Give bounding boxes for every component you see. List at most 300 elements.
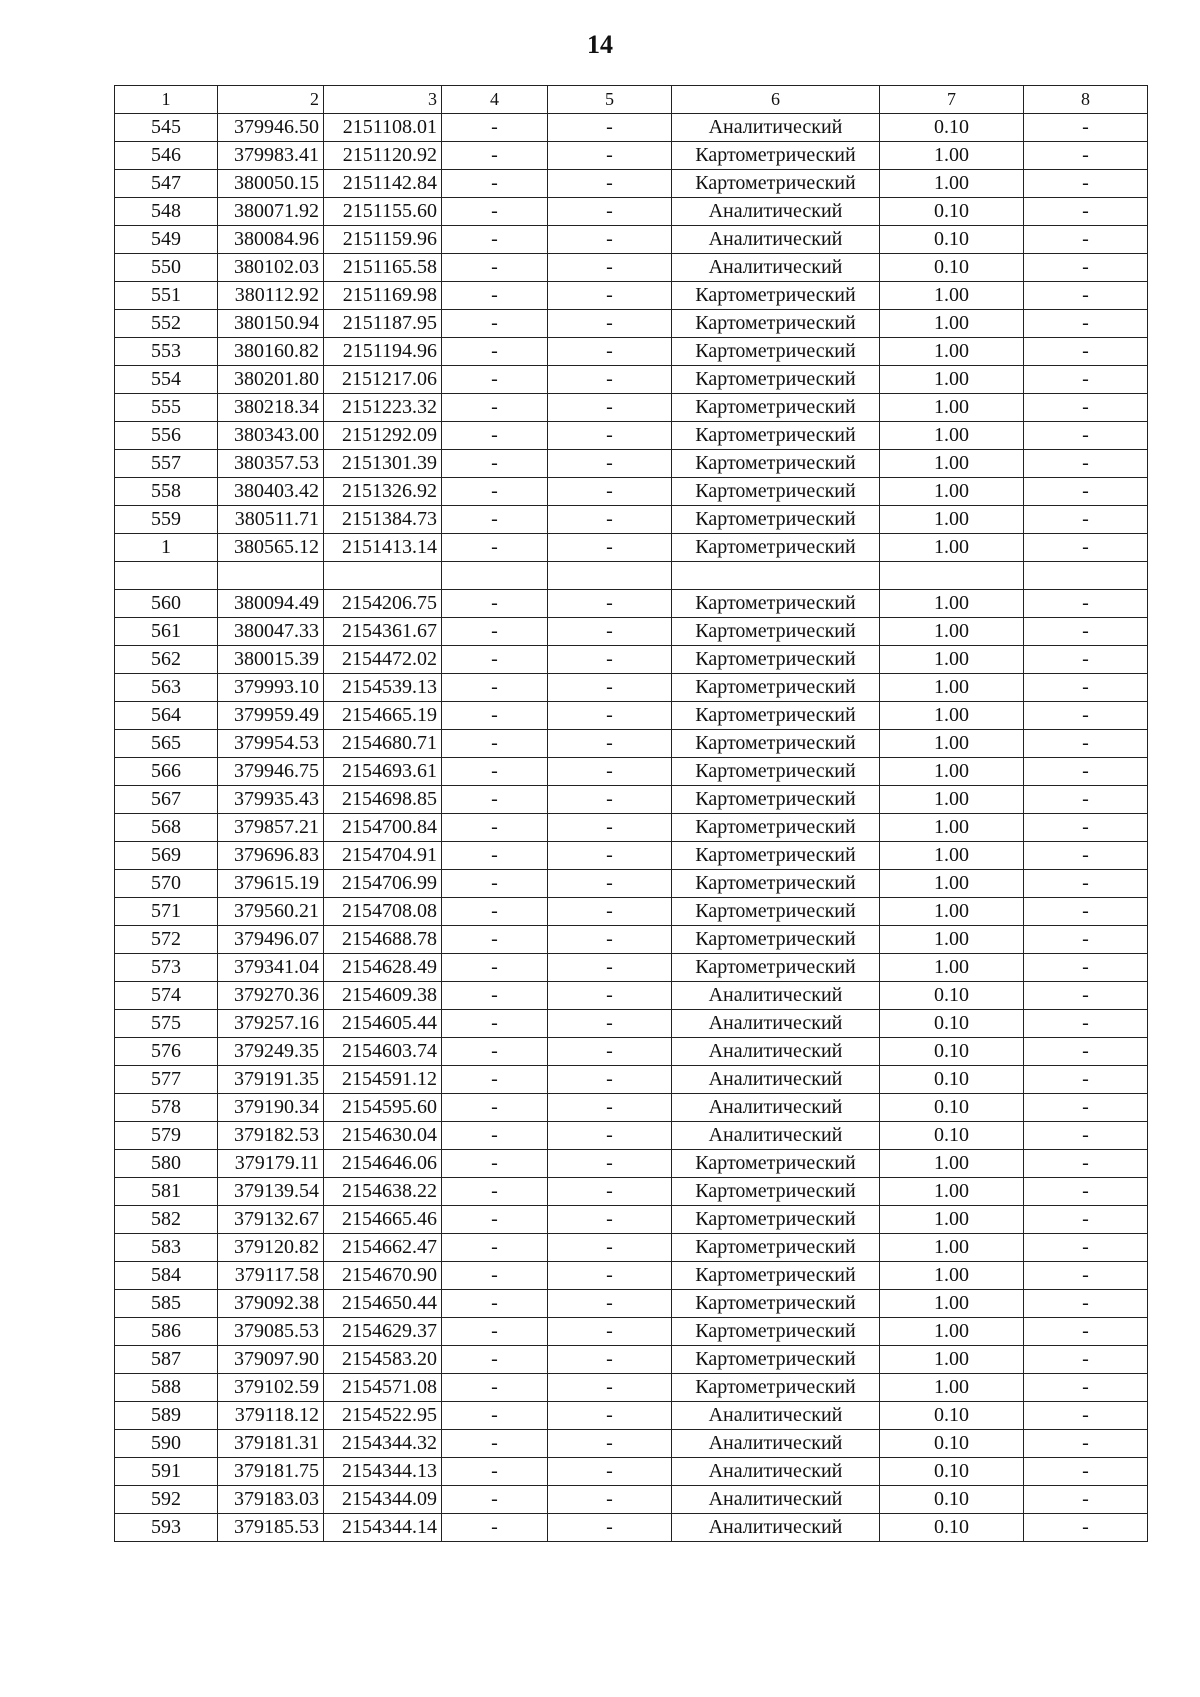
point-number-cell: 547 [115, 170, 218, 198]
accuracy-cell: 1.00 [880, 954, 1024, 982]
x-coordinate-cell: 380050.15 [218, 170, 324, 198]
method-cell: Картометрический [672, 170, 880, 198]
method-cell: Картометрический [672, 310, 880, 338]
y-coordinate-cell: 2151187.95 [324, 310, 442, 338]
col-4-cell: - [442, 366, 548, 394]
col-5-cell: - [548, 450, 672, 478]
point-number-cell: 585 [115, 1290, 218, 1318]
accuracy-cell: 0.10 [880, 1514, 1024, 1542]
point-number-cell: 553 [115, 338, 218, 366]
accuracy-cell: 1.00 [880, 702, 1024, 730]
y-coordinate-cell: 2154662.47 [324, 1234, 442, 1262]
col-5-cell: - [548, 170, 672, 198]
y-coordinate-cell: 2151413.14 [324, 534, 442, 562]
x-coordinate-cell: 379341.04 [218, 954, 324, 982]
x-coordinate-cell: 379946.75 [218, 758, 324, 786]
col-8-cell: - [1024, 1066, 1148, 1094]
method-cell: Картометрический [672, 1150, 880, 1178]
col-4-cell: - [442, 1318, 548, 1346]
method-cell: Картометрический [672, 674, 880, 702]
col-4-cell: - [442, 1402, 548, 1430]
method-cell: Картометрический [672, 478, 880, 506]
accuracy-cell: 0.10 [880, 982, 1024, 1010]
point-number-cell: 550 [115, 254, 218, 282]
col-8-cell: - [1024, 198, 1148, 226]
col-8-cell: - [1024, 1514, 1148, 1542]
y-coordinate-cell: 2154344.09 [324, 1486, 442, 1514]
x-coordinate-cell: 379993.10 [218, 674, 324, 702]
x-coordinate-cell: 380218.34 [218, 394, 324, 422]
y-coordinate-cell: 2154688.78 [324, 926, 442, 954]
col-8-cell: - [1024, 1458, 1148, 1486]
method-cell: Картометрический [672, 758, 880, 786]
col-5-cell: - [548, 1262, 672, 1290]
accuracy-cell: 1.00 [880, 142, 1024, 170]
coordinates-table [114, 85, 1148, 1542]
point-number-cell: 545 [115, 114, 218, 142]
x-coordinate-cell: 380015.39 [218, 646, 324, 674]
accuracy-cell: 1.00 [880, 758, 1024, 786]
method-cell: Аналитический [672, 198, 880, 226]
col-8-cell: - [1024, 674, 1148, 702]
col-5-cell: - [548, 1038, 672, 1066]
point-number-cell: 582 [115, 1206, 218, 1234]
point-number-cell: 575 [115, 1010, 218, 1038]
point-number-cell: 584 [115, 1262, 218, 1290]
col-4-cell: - [442, 646, 548, 674]
col-4-cell: - [442, 590, 548, 618]
col-4-cell: - [442, 982, 548, 1010]
header-cell: 2 [218, 86, 324, 114]
col-4-cell: - [442, 1150, 548, 1178]
x-coordinate-cell: 379132.67 [218, 1206, 324, 1234]
col-4-cell: - [442, 422, 548, 450]
table-row [115, 1122, 1148, 1150]
point-number-cell: 551 [115, 282, 218, 310]
col-8-cell: - [1024, 142, 1148, 170]
col-8-cell: - [1024, 1122, 1148, 1150]
y-coordinate-cell: 2151120.92 [324, 142, 442, 170]
table-row [115, 1346, 1148, 1374]
col-4-cell: - [442, 226, 548, 254]
col-5-cell: - [548, 534, 672, 562]
col-5-cell: - [548, 198, 672, 226]
method-cell: Картометрический [672, 618, 880, 646]
col-5-cell: - [548, 646, 672, 674]
x-coordinate-cell: 380357.53 [218, 450, 324, 478]
x-coordinate-cell: 379257.16 [218, 1010, 324, 1038]
col-8-cell: - [1024, 1318, 1148, 1346]
point-number-cell: 580 [115, 1150, 218, 1178]
point-number-cell: 570 [115, 870, 218, 898]
col-5-cell: - [548, 842, 672, 870]
x-coordinate-cell: 379946.50 [218, 114, 324, 142]
y-coordinate-cell: 2151217.06 [324, 366, 442, 394]
point-number-cell: 560 [115, 590, 218, 618]
accuracy-cell: 0.10 [880, 1122, 1024, 1150]
col-4-cell: - [442, 534, 548, 562]
table-row [115, 898, 1148, 926]
col-8-cell: - [1024, 310, 1148, 338]
table-row [115, 170, 1148, 198]
y-coordinate-cell: 2154646.06 [324, 1150, 442, 1178]
y-coordinate-cell [324, 562, 442, 590]
accuracy-cell: 1.00 [880, 898, 1024, 926]
table-row [115, 1290, 1148, 1318]
col-4-cell: - [442, 1066, 548, 1094]
x-coordinate-cell: 379191.35 [218, 1066, 324, 1094]
accuracy-cell: 0.10 [880, 1010, 1024, 1038]
header-cell: 6 [672, 86, 880, 114]
x-coordinate-cell: 379935.43 [218, 786, 324, 814]
col-8-cell: - [1024, 394, 1148, 422]
col-4-cell: - [442, 142, 548, 170]
accuracy-cell: 1.00 [880, 506, 1024, 534]
point-number-cell: 556 [115, 422, 218, 450]
col-5-cell: - [548, 1234, 672, 1262]
y-coordinate-cell: 2154665.46 [324, 1206, 442, 1234]
col-4-cell: - [442, 618, 548, 646]
point-number-cell: 593 [115, 1514, 218, 1542]
table-row [115, 1374, 1148, 1402]
x-coordinate-cell: 379181.31 [218, 1430, 324, 1458]
col-4-cell: - [442, 282, 548, 310]
accuracy-cell: 1.00 [880, 1234, 1024, 1262]
method-cell: Картометрический [672, 450, 880, 478]
x-coordinate-cell: 379857.21 [218, 814, 324, 842]
col-5-cell: - [548, 926, 672, 954]
col-8-cell: - [1024, 1290, 1148, 1318]
x-coordinate-cell: 379270.36 [218, 982, 324, 1010]
col-4-cell: - [442, 814, 548, 842]
y-coordinate-cell: 2154591.12 [324, 1066, 442, 1094]
method-cell: Аналитический [672, 1486, 880, 1514]
y-coordinate-cell: 2154629.37 [324, 1318, 442, 1346]
col-8-cell: - [1024, 1038, 1148, 1066]
method-cell: Картометрический [672, 954, 880, 982]
y-coordinate-cell: 2151165.58 [324, 254, 442, 282]
col-8-cell: - [1024, 170, 1148, 198]
accuracy-cell: 1.00 [880, 814, 1024, 842]
col-4-cell: - [442, 870, 548, 898]
y-coordinate-cell: 2154609.38 [324, 982, 442, 1010]
table-row [115, 422, 1148, 450]
method-cell: Картометрический [672, 506, 880, 534]
method-cell: Картометрический [672, 422, 880, 450]
method-cell [672, 562, 880, 590]
col-4-cell: - [442, 926, 548, 954]
accuracy-cell: 0.10 [880, 114, 1024, 142]
accuracy-cell: 1.00 [880, 170, 1024, 198]
method-cell: Картометрический [672, 898, 880, 926]
point-number-cell: 591 [115, 1458, 218, 1486]
x-coordinate-cell: 380112.92 [218, 282, 324, 310]
method-cell: Аналитический [672, 254, 880, 282]
method-cell: Аналитический [672, 1458, 880, 1486]
col-5-cell: - [548, 1150, 672, 1178]
col-4-cell: - [442, 506, 548, 534]
table-row [115, 758, 1148, 786]
y-coordinate-cell: 2154206.75 [324, 590, 442, 618]
point-number-cell: 590 [115, 1430, 218, 1458]
method-cell: Картометрический [672, 842, 880, 870]
col-8-cell: - [1024, 870, 1148, 898]
col-5-cell: - [548, 310, 672, 338]
method-cell: Аналитический [672, 1122, 880, 1150]
y-coordinate-cell: 2154605.44 [324, 1010, 442, 1038]
col-5-cell: - [548, 1318, 672, 1346]
point-number-cell [115, 562, 218, 590]
y-coordinate-cell: 2151384.73 [324, 506, 442, 534]
col-5-cell: - [548, 786, 672, 814]
accuracy-cell: 1.00 [880, 394, 1024, 422]
point-number-cell: 562 [115, 646, 218, 674]
col-8-cell: - [1024, 1486, 1148, 1514]
accuracy-cell: 1.00 [880, 842, 1024, 870]
table-row [115, 1066, 1148, 1094]
x-coordinate-cell: 379118.12 [218, 1402, 324, 1430]
col-4-cell: - [442, 1010, 548, 1038]
method-cell: Картометрический [672, 1346, 880, 1374]
col-5-cell: - [548, 1066, 672, 1094]
accuracy-cell: 1.00 [880, 618, 1024, 646]
accuracy-cell: 0.10 [880, 1402, 1024, 1430]
method-cell: Картометрический [672, 730, 880, 758]
table-row [115, 870, 1148, 898]
x-coordinate-cell: 379181.75 [218, 1458, 324, 1486]
col-4-cell: - [442, 702, 548, 730]
table-row [115, 1402, 1148, 1430]
x-coordinate-cell: 380511.71 [218, 506, 324, 534]
col-5-cell: - [548, 1374, 672, 1402]
method-cell: Аналитический [672, 982, 880, 1010]
table-row [115, 814, 1148, 842]
accuracy-cell [880, 562, 1024, 590]
point-number-cell: 561 [115, 618, 218, 646]
accuracy-cell: 1.00 [880, 1206, 1024, 1234]
y-coordinate-cell: 2151155.60 [324, 198, 442, 226]
method-cell: Картометрический [672, 870, 880, 898]
y-coordinate-cell: 2154522.95 [324, 1402, 442, 1430]
col-4-cell: - [442, 730, 548, 758]
accuracy-cell: 1.00 [880, 478, 1024, 506]
x-coordinate-cell: 380343.00 [218, 422, 324, 450]
col-4-cell: - [442, 1178, 548, 1206]
col-8-cell: - [1024, 282, 1148, 310]
col-4-cell: - [442, 954, 548, 982]
col-8-cell: - [1024, 1374, 1148, 1402]
table-row [115, 1206, 1148, 1234]
table-row [115, 254, 1148, 282]
method-cell: Аналитический [672, 1094, 880, 1122]
col-4-cell: - [442, 338, 548, 366]
accuracy-cell: 1.00 [880, 310, 1024, 338]
y-coordinate-cell: 2154630.04 [324, 1122, 442, 1150]
col-5-cell: - [548, 814, 672, 842]
method-cell: Картометрический [672, 534, 880, 562]
point-number-cell: 567 [115, 786, 218, 814]
y-coordinate-cell: 2154698.85 [324, 786, 442, 814]
y-coordinate-cell: 2154670.90 [324, 1262, 442, 1290]
y-coordinate-cell: 2154706.99 [324, 870, 442, 898]
method-cell: Аналитический [672, 1514, 880, 1542]
method-cell: Картометрический [672, 1374, 880, 1402]
point-number-cell: 573 [115, 954, 218, 982]
x-coordinate-cell: 379615.19 [218, 870, 324, 898]
y-coordinate-cell: 2154628.49 [324, 954, 442, 982]
y-coordinate-cell: 2151108.01 [324, 114, 442, 142]
col-8-cell: - [1024, 1346, 1148, 1374]
x-coordinate-cell: 379249.35 [218, 1038, 324, 1066]
x-coordinate-cell: 379959.49 [218, 702, 324, 730]
table-row [115, 674, 1148, 702]
accuracy-cell: 0.10 [880, 1094, 1024, 1122]
col-8-cell: - [1024, 898, 1148, 926]
table-row [115, 226, 1148, 254]
method-cell: Картометрический [672, 1290, 880, 1318]
col-4-cell: - [442, 1234, 548, 1262]
header-cell: 4 [442, 86, 548, 114]
table-row [115, 282, 1148, 310]
point-number-cell: 574 [115, 982, 218, 1010]
y-coordinate-cell: 2154571.08 [324, 1374, 442, 1402]
x-coordinate-cell: 379179.11 [218, 1150, 324, 1178]
point-number-cell: 546 [115, 142, 218, 170]
col-8-cell: - [1024, 506, 1148, 534]
x-coordinate-cell: 379954.53 [218, 730, 324, 758]
x-coordinate-cell: 379185.53 [218, 1514, 324, 1542]
col-4-cell: - [442, 478, 548, 506]
point-number-cell: 586 [115, 1318, 218, 1346]
y-coordinate-cell: 2154680.71 [324, 730, 442, 758]
col-4-cell: - [442, 898, 548, 926]
table-row [115, 450, 1148, 478]
point-number-cell: 563 [115, 674, 218, 702]
col-5-cell: - [548, 730, 672, 758]
table-row [115, 142, 1148, 170]
accuracy-cell: 0.10 [880, 254, 1024, 282]
table-row [115, 730, 1148, 758]
col-5-cell: - [548, 422, 672, 450]
col-8-cell: - [1024, 422, 1148, 450]
method-cell: Аналитический [672, 1402, 880, 1430]
table-row [115, 702, 1148, 730]
col-4-cell: - [442, 674, 548, 702]
point-number-cell: 549 [115, 226, 218, 254]
method-cell: Картометрический [672, 366, 880, 394]
y-coordinate-cell: 2151326.92 [324, 478, 442, 506]
accuracy-cell: 1.00 [880, 1150, 1024, 1178]
table-row [115, 1150, 1148, 1178]
x-coordinate-cell: 380094.49 [218, 590, 324, 618]
col-4-cell: - [442, 1346, 548, 1374]
point-number-cell: 577 [115, 1066, 218, 1094]
accuracy-cell: 1.00 [880, 366, 1024, 394]
method-cell: Картометрический [672, 1178, 880, 1206]
y-coordinate-cell: 2154472.02 [324, 646, 442, 674]
point-number-cell: 581 [115, 1178, 218, 1206]
col-4-cell: - [442, 198, 548, 226]
col-5-cell: - [548, 1402, 672, 1430]
table-row [115, 394, 1148, 422]
accuracy-cell: 1.00 [880, 282, 1024, 310]
header-cell: 5 [548, 86, 672, 114]
x-coordinate-cell: 380102.03 [218, 254, 324, 282]
col-8-cell: - [1024, 478, 1148, 506]
col-8-cell: - [1024, 702, 1148, 730]
point-number-cell: 558 [115, 478, 218, 506]
y-coordinate-cell: 2151223.32 [324, 394, 442, 422]
x-coordinate-cell: 379182.53 [218, 1122, 324, 1150]
point-number-cell: 1 [115, 534, 218, 562]
y-coordinate-cell: 2154650.44 [324, 1290, 442, 1318]
col-5-cell: - [548, 338, 672, 366]
col-8-cell: - [1024, 1178, 1148, 1206]
accuracy-cell: 1.00 [880, 646, 1024, 674]
accuracy-cell: 0.10 [880, 226, 1024, 254]
accuracy-cell: 1.00 [880, 926, 1024, 954]
x-coordinate-cell: 379085.53 [218, 1318, 324, 1346]
table-row [115, 478, 1148, 506]
y-coordinate-cell: 2151194.96 [324, 338, 442, 366]
col-4-cell: - [442, 450, 548, 478]
col-8-cell: - [1024, 926, 1148, 954]
method-cell: Картометрический [672, 1318, 880, 1346]
y-coordinate-cell: 2154344.13 [324, 1458, 442, 1486]
table-row [115, 786, 1148, 814]
col-5-cell: - [548, 1514, 672, 1542]
y-coordinate-cell: 2151142.84 [324, 170, 442, 198]
accuracy-cell: 1.00 [880, 1262, 1024, 1290]
table-row [115, 842, 1148, 870]
accuracy-cell: 1.00 [880, 590, 1024, 618]
header-cell: 3 [324, 86, 442, 114]
col-8-cell: - [1024, 646, 1148, 674]
table-row [115, 618, 1148, 646]
col-5-cell: - [548, 506, 672, 534]
table-row [115, 1038, 1148, 1066]
col-4-cell: - [442, 114, 548, 142]
method-cell: Аналитический [672, 1010, 880, 1038]
table-row [115, 982, 1148, 1010]
col-4-cell: - [442, 310, 548, 338]
accuracy-cell: 1.00 [880, 450, 1024, 478]
table-row [115, 1178, 1148, 1206]
accuracy-cell: 0.10 [880, 1430, 1024, 1458]
accuracy-cell: 0.10 [880, 1066, 1024, 1094]
col-5-cell: - [548, 394, 672, 422]
table-row [115, 926, 1148, 954]
point-number-cell: 589 [115, 1402, 218, 1430]
accuracy-cell: 1.00 [880, 1318, 1024, 1346]
accuracy-cell: 1.00 [880, 730, 1024, 758]
col-5-cell: - [548, 254, 672, 282]
accuracy-cell: 0.10 [880, 198, 1024, 226]
col-5-cell: - [548, 870, 672, 898]
col-8-cell: - [1024, 1150, 1148, 1178]
x-coordinate-cell: 379983.41 [218, 142, 324, 170]
point-number-cell: 568 [115, 814, 218, 842]
col-5-cell: - [548, 226, 672, 254]
col-8-cell: - [1024, 1094, 1148, 1122]
point-number-cell: 572 [115, 926, 218, 954]
method-cell: Картометрический [672, 702, 880, 730]
accuracy-cell: 1.00 [880, 534, 1024, 562]
table-row [115, 1318, 1148, 1346]
col-5-cell: - [548, 898, 672, 926]
col-8-cell: - [1024, 590, 1148, 618]
accuracy-cell: 0.10 [880, 1458, 1024, 1486]
